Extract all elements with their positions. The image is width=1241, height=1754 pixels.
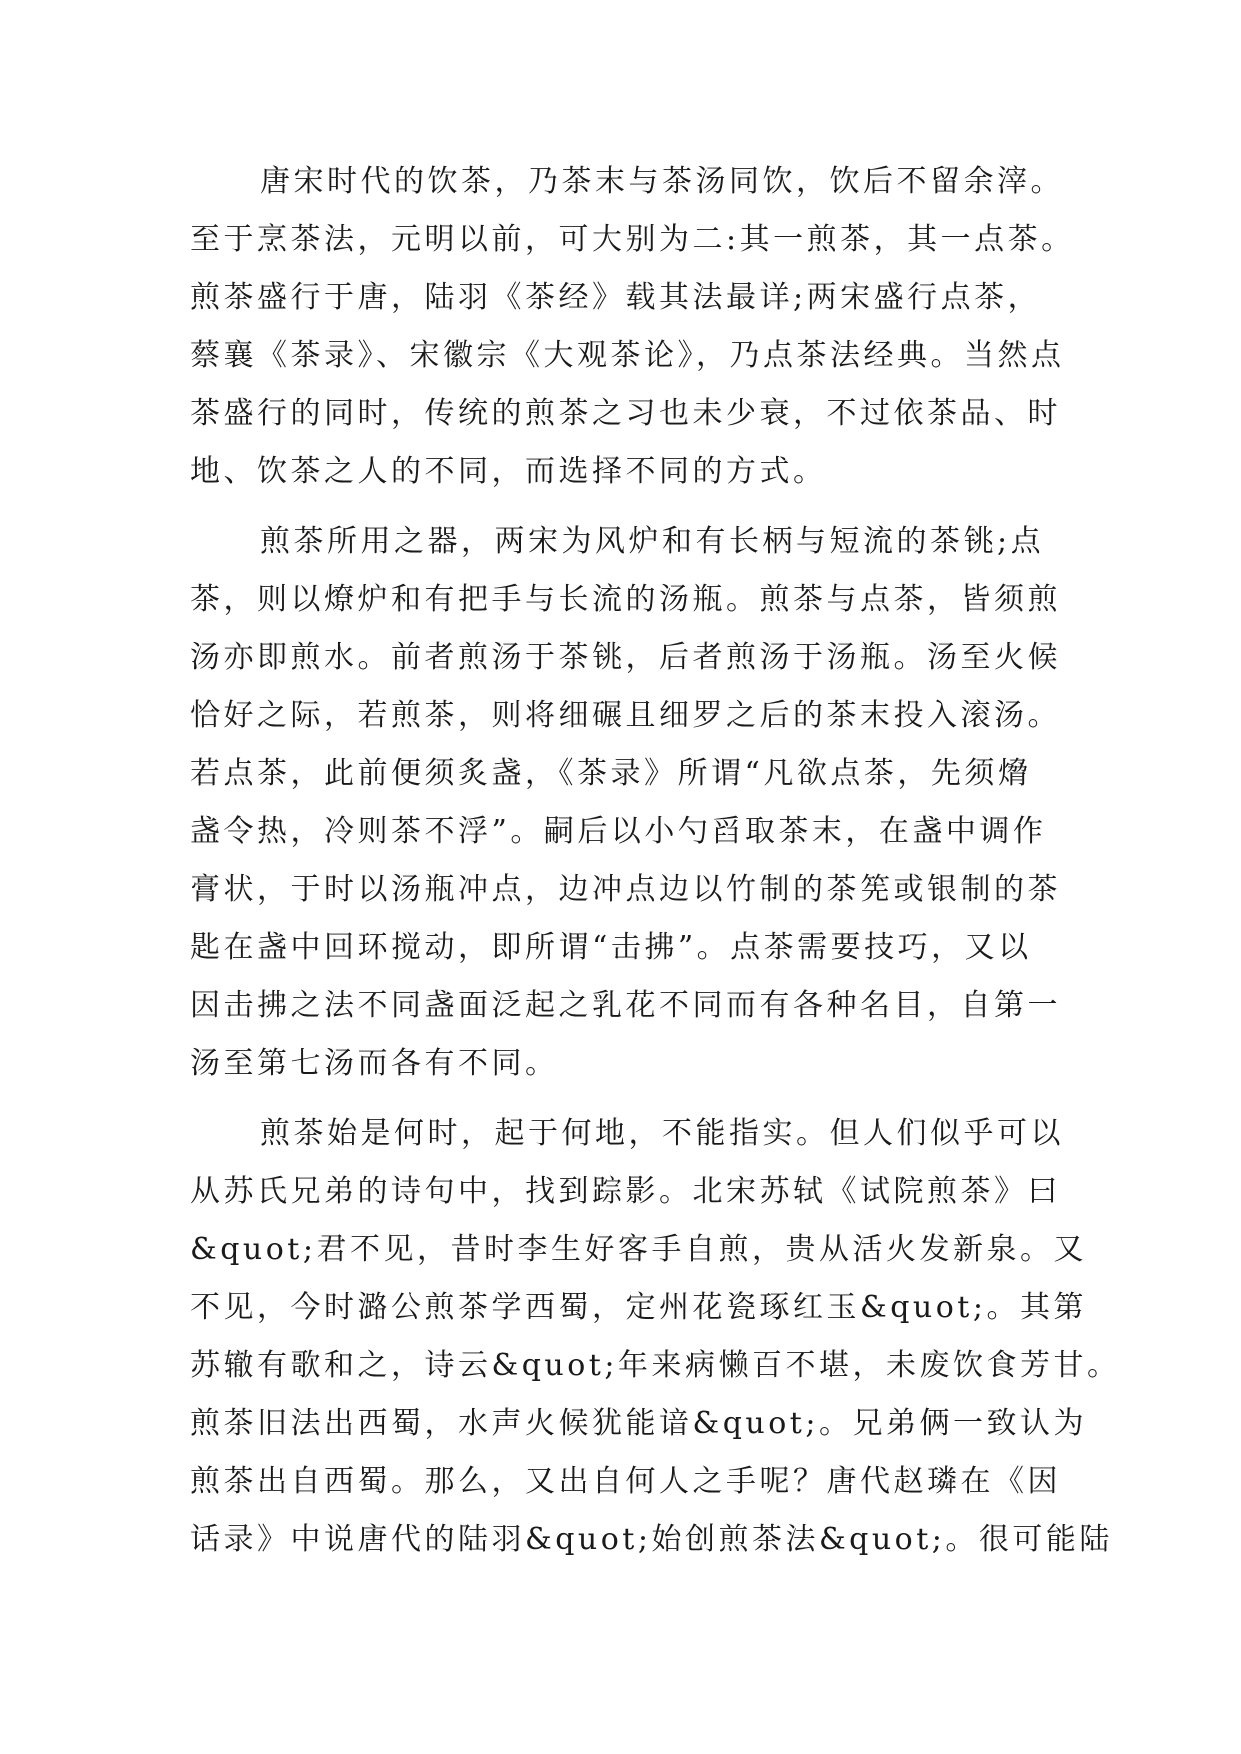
paragraph-line: 地、饮茶之人的不同，而选择不同的方式。: [190, 454, 827, 489]
paragraph-line: 膏状，于时以汤瓶冲点，边冲点边以竹制的茶筅或银制的茶: [190, 872, 1061, 907]
paragraph-line: 苏辙有歌和之，诗云&quot;年来病懒百不堪，未废饮食芳甘。: [190, 1348, 1121, 1383]
paragraph-3: [190, 1105, 1121, 1569]
document-body: [190, 153, 1121, 1569]
paragraph-spacer: [190, 501, 1090, 513]
paragraph-line: 煎茶所用之器，两宋为风炉和有长柄与短流的茶铫;点: [260, 524, 1045, 559]
paragraph-spacer: [190, 1093, 1090, 1105]
paragraph-line: 茶盛行的同时，传统的煎茶之习也未少衰，不过依茶品、时: [190, 396, 1061, 431]
paragraph-line: 蔡襄《茶录》、宋徽宗《大观茶论》，乃点茶法经典。当然点: [190, 338, 1065, 373]
paragraph-2: [190, 513, 1090, 1093]
paragraph-line: &quot;君不见，昔时李生好客手自煎，贵从活火发新泉。又: [190, 1232, 1087, 1267]
paragraph-line: 盏令热，冷则茶不浮”。嗣后以小勺舀取茶末，在盏中调作: [190, 814, 1047, 849]
paragraph-line: 若点茶，此前便须炙盏，《茶录》所谓“凡欲点茶，先须熁: [190, 756, 1032, 791]
paragraph-line: 匙在盏中回环搅动，即所谓“击拂”。点茶需要技巧，又以: [190, 930, 1032, 965]
paragraph-line: 因击拂之法不同盏面泛起之乳花不同而有各种名目，自第一: [190, 988, 1061, 1023]
paragraph-line: 从苏氏兄弟的诗句中，找到踪影。北宋苏轼《试院煎茶》曰: [190, 1174, 1061, 1209]
paragraph-line: 煎茶始是何时，起于何地，不能指实。但人们似乎可以: [260, 1116, 1064, 1151]
paragraph-line: 煎茶旧法出西蜀，水声火候犹能谙&quot;。兄弟俩一致认为: [190, 1406, 1087, 1441]
paragraph-line: 汤亦即煎水。前者煎汤于茶铫，后者煎汤于汤瓶。汤至火候: [190, 640, 1061, 675]
paragraph-1: [190, 153, 1090, 501]
paragraph-line: 不见，今时潞公煎茶学西蜀，定州花瓷琢红玉&quot;。其第: [190, 1290, 1087, 1325]
paragraph-line: 话录》中说唐代的陆羽&quot;始创煎茶法&quot;。很可能陆: [190, 1522, 1113, 1557]
paragraph-line: 至于烹茶法，元明以前，可大别为二:其一煎茶，其一点茶。: [190, 222, 1075, 257]
paragraph-line: 恰好之际，若煎茶，则将细碾且细罗之后的茶末投入滚汤。: [190, 698, 1061, 733]
paragraph-line: 煎茶出自西蜀。那么，又出自何人之手呢？唐代赵璘在《因: [190, 1464, 1061, 1499]
paragraph-line: 茶，则以燎炉和有把手与长流的汤瓶。煎茶与点茶，皆须煎: [190, 582, 1061, 617]
paragraph-line: 煎茶盛行于唐，陆羽《茶经》载其法最详;两宋盛行点茶，: [190, 280, 1042, 315]
paragraph-line: 唐宋时代的饮茶，乃茶末与茶汤同饮，饮后不留余滓。: [260, 164, 1064, 199]
paragraph-line: 汤至第七汤而各有不同。: [190, 1046, 559, 1081]
